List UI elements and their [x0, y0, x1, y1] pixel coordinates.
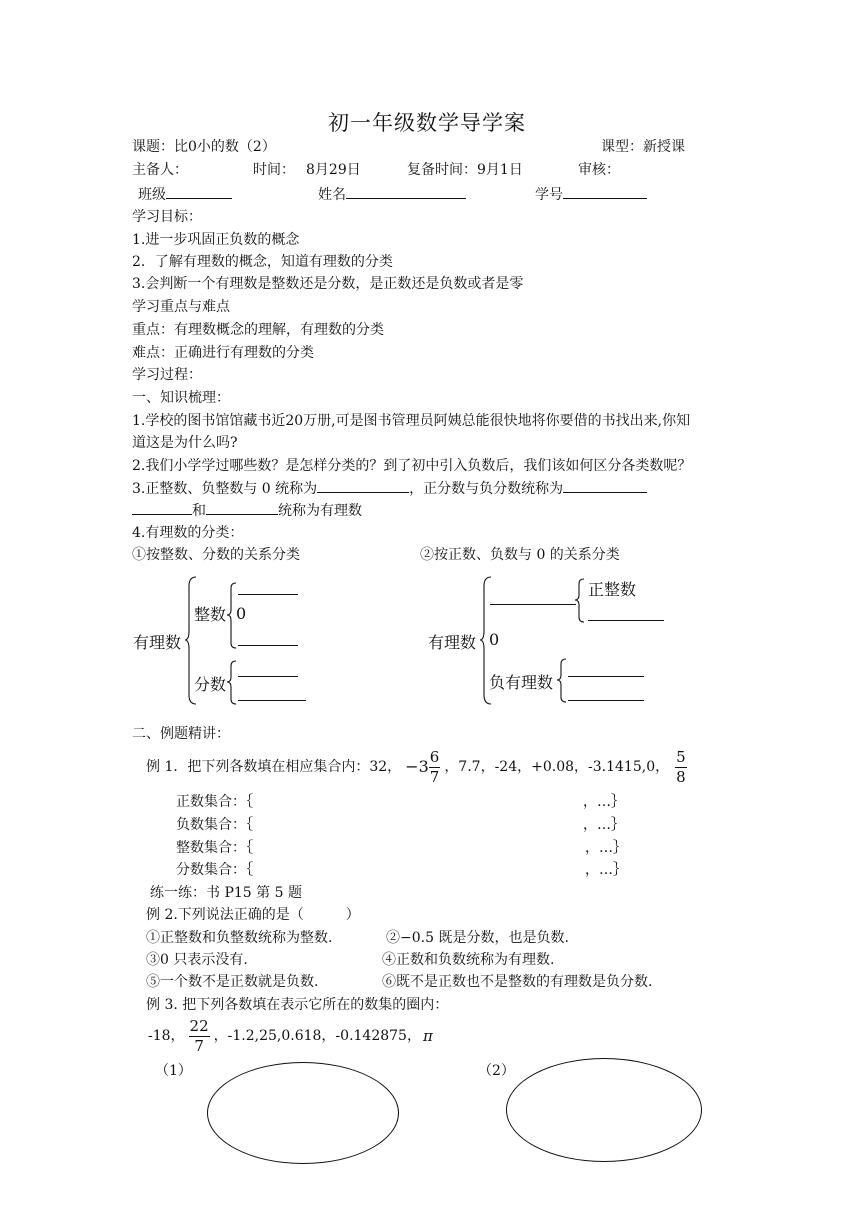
- goal-item: 2．了解有理数的概念，知道有理数的分类: [132, 254, 393, 270]
- tree2-negative: 负有理数: [489, 673, 554, 692]
- q3-text-b: ，正分数与负分数统称为: [409, 481, 564, 497]
- class-label: 班级: [138, 187, 166, 203]
- tree2-zero: 0: [489, 630, 500, 649]
- tree2-blank-positive[interactable]: [490, 604, 576, 605]
- fraction-set-label: 分数集合：｛: [176, 862, 253, 878]
- question-3-line2: [132, 501, 362, 520]
- tree1-blank-neg-frac[interactable]: [238, 700, 306, 701]
- name-label: 姓名: [318, 187, 346, 203]
- key-point: 重点：有理数概念的理解，有理数的分类: [132, 322, 384, 338]
- ex2-option: ②−0.5 既是分数，也是负数.: [386, 930, 569, 946]
- id-field[interactable]: [535, 185, 647, 204]
- ex3-a: -18，: [148, 1028, 185, 1044]
- practice: 练一练：书 P15 第 5 题: [150, 885, 302, 901]
- ex2-option: ①正整数和负整数统称为整数.: [146, 930, 333, 946]
- integer-set-tail: ，…｝: [585, 840, 627, 856]
- circle-1-oval[interactable]: [207, 1062, 399, 1164]
- topic: 课题：比0小的数（2）: [132, 139, 276, 155]
- fraction-set-tail: ，…｝: [585, 862, 627, 878]
- process-heading: 学习过程：: [132, 367, 202, 383]
- name-field[interactable]: [318, 185, 466, 204]
- q3-blank-3[interactable]: [132, 501, 192, 515]
- focus-heading: 学习重点与难点: [132, 299, 230, 315]
- ex2-option: ⑥既不是正数也不是整数的有理数是负分数.: [382, 974, 653, 990]
- classification-2-label: ②按正数、负数与 0 的关系分类: [420, 547, 620, 563]
- positive-set-label: 正数集合：｛: [176, 794, 253, 810]
- difficulty: 难点：正确进行有理数的分类: [132, 345, 314, 361]
- ex1-fraction-1: $\frac{6}{7}$: [429, 747, 440, 786]
- q3-blank-1[interactable]: [317, 479, 409, 493]
- tree2-brace-positive: [574, 578, 586, 624]
- example-3: 例 3. 把下列各数填在表示它所在的数集的圈内：: [146, 997, 449, 1013]
- circle-2-label: （2）: [478, 1063, 515, 1079]
- tree2-brace-negative: [556, 658, 568, 704]
- example-1: [146, 746, 687, 788]
- circle-2-oval[interactable]: [506, 1058, 702, 1162]
- tree2-blank-neg-int[interactable]: [568, 676, 644, 677]
- example-2: 例 2.下列说法正确的是（ ）: [146, 907, 360, 923]
- question-1-line2: 道这是为什么吗?: [132, 435, 238, 451]
- tree1-blank-pos-frac[interactable]: [238, 676, 298, 677]
- goals-heading: 学习目标：: [132, 209, 202, 225]
- q3-text-c: 和: [192, 503, 206, 519]
- question-2: 2.我们小学学过哪些数？是怎样分类的？到了初中引入负数后，我们该如何区分各类数呢？: [132, 458, 692, 474]
- name-blank[interactable]: [346, 185, 466, 199]
- ex2-option: ③0 只表示没有.: [146, 952, 248, 968]
- ex1-rest: ，7.7，-24，+0.08，-3.1415,0，: [444, 759, 670, 775]
- date: 8月29日: [306, 162, 361, 178]
- id-blank[interactable]: [563, 185, 647, 199]
- positive-set-tail: ，…｝: [583, 794, 625, 810]
- ex2-option: ④正数和负数统称为有理数.: [382, 952, 555, 968]
- time-label: 时间：: [253, 162, 295, 178]
- q3-blank-2[interactable]: [563, 479, 647, 493]
- tree1-zero: 0: [236, 604, 247, 623]
- tree1-blank-neg-int[interactable]: [238, 645, 298, 646]
- class-field[interactable]: [138, 185, 232, 204]
- review-time: 复备时间：9月1日: [407, 162, 523, 178]
- tree1-blank-pos-int[interactable]: [238, 594, 298, 595]
- audit: 审核：: [578, 162, 620, 178]
- ex1-prefix: 例 1．把下列各数填在相应集合内：32，: [146, 759, 402, 775]
- question-3-line1: [132, 479, 647, 498]
- class-blank[interactable]: [166, 185, 232, 199]
- question-4: 4.有理数的分类：: [132, 525, 244, 541]
- integer-set-label: 整数集合：｛: [176, 840, 253, 856]
- tree2-pos-int: 正整数: [588, 580, 637, 599]
- negative-set-tail: ，…｝: [583, 817, 625, 833]
- id-label: 学号: [535, 187, 563, 203]
- tree2-blank-neg-frac[interactable]: [568, 700, 644, 701]
- q3-text-d: 统称为有理数: [278, 503, 362, 519]
- tree2-blank-pos-frac[interactable]: [588, 620, 664, 621]
- circle-1-label: （1）: [155, 1063, 192, 1079]
- goal-item: 1.进一步巩固正负数的概念: [132, 232, 300, 248]
- ex1-fraction-2: $\frac{5}{8}$: [676, 747, 686, 786]
- section1-heading: 一、知识梳理：: [132, 390, 230, 406]
- tree1-root: 有理数: [133, 633, 182, 652]
- page-title: 初一年级数学导学案: [328, 111, 526, 135]
- negative-set-label: 负数集合：｛: [176, 817, 253, 833]
- section2-heading: 二、例题精讲：: [132, 726, 230, 742]
- ex1-neg: −3: [405, 757, 429, 776]
- ex2-option: ⑤一个数不是正数就是负数.: [146, 974, 319, 990]
- tree2-root: 有理数: [428, 633, 477, 652]
- goal-item: 3.会判断一个有理数是整数还是分数，是正数还是负数或者是零: [132, 276, 524, 292]
- lesson-type: 课型：新授课: [601, 139, 685, 155]
- q3-text-a: 3.正整数、负整数与 0 统称为: [132, 481, 318, 497]
- question-1-line1: 1.学校的图书馆馆藏书近20万册,可是图书管理员阿姨总能很快地将你要借的书找出来,你知: [132, 413, 691, 429]
- tree1-brace-fraction: [226, 660, 238, 706]
- preparer: 主备人：: [132, 162, 188, 178]
- q3-blank-4[interactable]: [206, 501, 278, 515]
- classification-1-label: ①按整数、分数的关系分类: [132, 547, 300, 563]
- pi-symbol: π: [422, 1027, 433, 1045]
- ex3-b: ，-1.2,25,0.618，-0.142875，: [213, 1028, 421, 1044]
- ex3-fraction: $\frac{22}{7}$: [189, 1016, 209, 1055]
- tree1-integer: 整数: [194, 605, 227, 624]
- ex3-numbers: [148, 1014, 433, 1058]
- tree1-fraction: 分数: [194, 675, 227, 694]
